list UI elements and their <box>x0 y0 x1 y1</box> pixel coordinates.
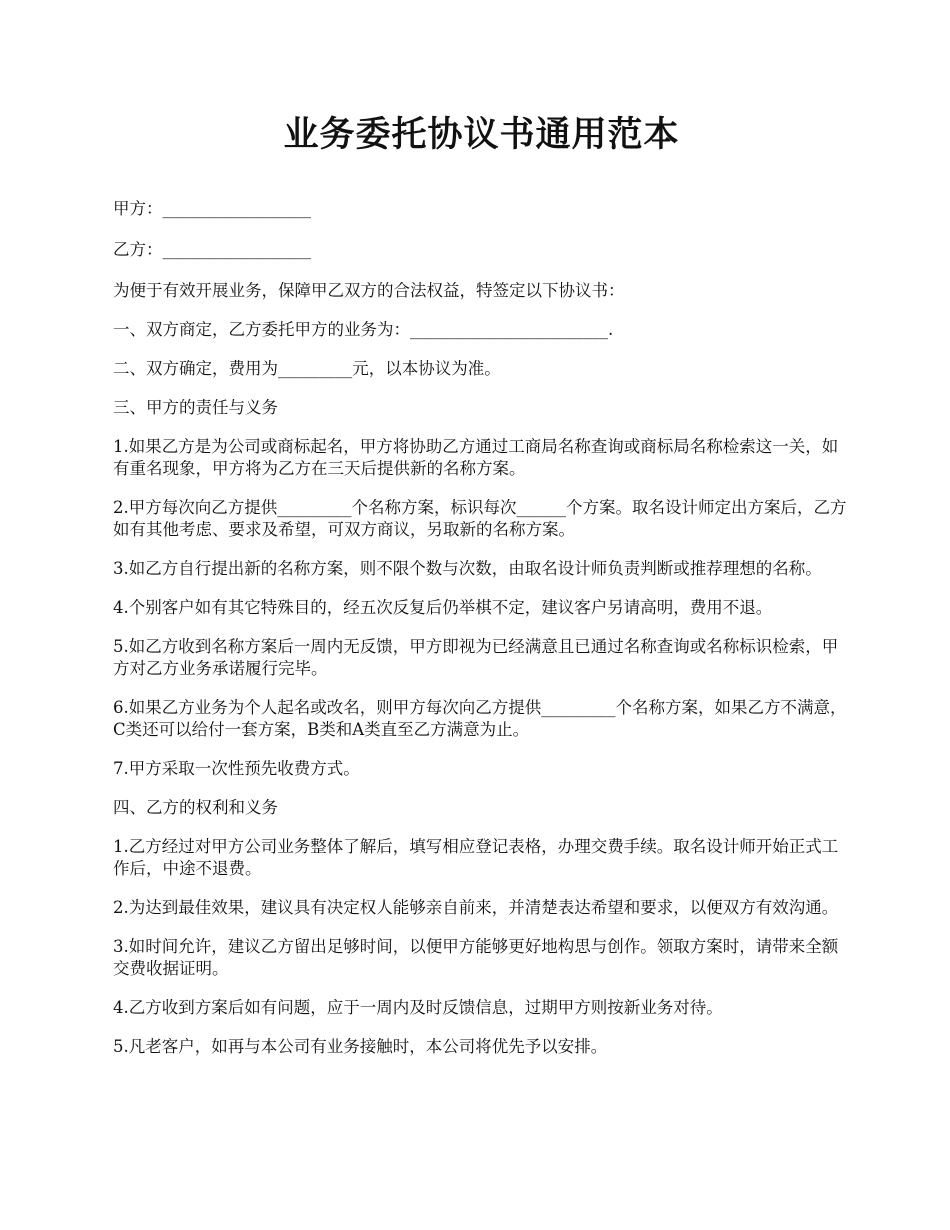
party-a-item-7: 7.甲方采取一次性预先收费方式。 <box>113 759 360 778</box>
party-b-item-1: 1.乙方经过对甲方公司业务整体了解后，填写相应登记表格，办理交费手续。取名设计师开始正式工作后，中途不退费。 <box>113 837 839 878</box>
party-a-line: 甲方：__________________ <box>113 199 311 218</box>
document-title: 业务委托协议书通用范本 <box>283 114 680 155</box>
party-b-item-4: 4.乙方收到方案后如有问题，应于一周内及时反馈信息，过期甲方则按新业务对待。 <box>113 998 723 1017</box>
party-a-item-4: 4.个别客户如有其它特殊目的，经五次反复后仍举棋不定，建议客户另请高明，费用不退。 <box>113 598 773 617</box>
party-a-item-3: 3.如乙方自行提出新的名称方案，则不限个数与次数，由取名设计师负责判断或推荐理想的名称。 <box>113 559 822 578</box>
section-heading-party-b-rights: 四、乙方的权利和义务 <box>113 798 278 817</box>
clause-2: 二、双方确定，费用为_________元，以本协议为准。 <box>113 359 501 378</box>
clause-1: 一、双方商定，乙方委托甲方的业务为：________________________. <box>113 320 614 339</box>
party-a-item-1: 1.如果乙方是为公司或商标起名，甲方将协助乙方通过工商局名称查询或商标局名称检索这一关，如有重名现象，甲方将为乙方在三天后提供新的名称方案。 <box>113 437 839 478</box>
party-a-item-6: 6.如果乙方业务为个人起名或改名，则甲方每次向乙方提供_________个名称方案，如果乙方不满意，C类还可以给付一套方案，B类和A类直至乙方满意为止。 <box>113 698 847 739</box>
party-b-line: 乙方：__________________ <box>113 240 311 259</box>
party-a-item-5: 5.如乙方收到名称方案后一周内无反馈，甲方即视为已经满意且已通过名称查询或名称标识检索，甲方对乙方业务承诺履行完毕。 <box>113 637 839 678</box>
party-b-item-3: 3.如时间允许，建议乙方留出足够时间，以便甲方能够更好地构思与创作。领取方案时，请带来全额交费收据证明。 <box>113 937 839 978</box>
party-b-item-2: 2.为达到最佳效果，建议具有决定权人能够亲自前来，并清楚表达希望和要求，以便双方有效沟通。 <box>113 898 839 917</box>
party-a-item-2: 2.甲方每次向乙方提供_________个名称方案，标识每次______个方案。取名设计师定出方案后，乙方如有其他考虑、要求及希望，可双方商议，另取新的名称方案。 <box>113 498 847 539</box>
section-heading-party-a-duties: 三、甲方的责任与义务 <box>113 398 278 417</box>
preamble: 为便于有效开展业务，保障甲乙双方的合法权益，特签定以下协议书： <box>113 281 625 300</box>
party-b-item-5: 5.凡老客户，如再与本公司有业务接触时，本公司将优先予以安排。 <box>113 1037 608 1056</box>
